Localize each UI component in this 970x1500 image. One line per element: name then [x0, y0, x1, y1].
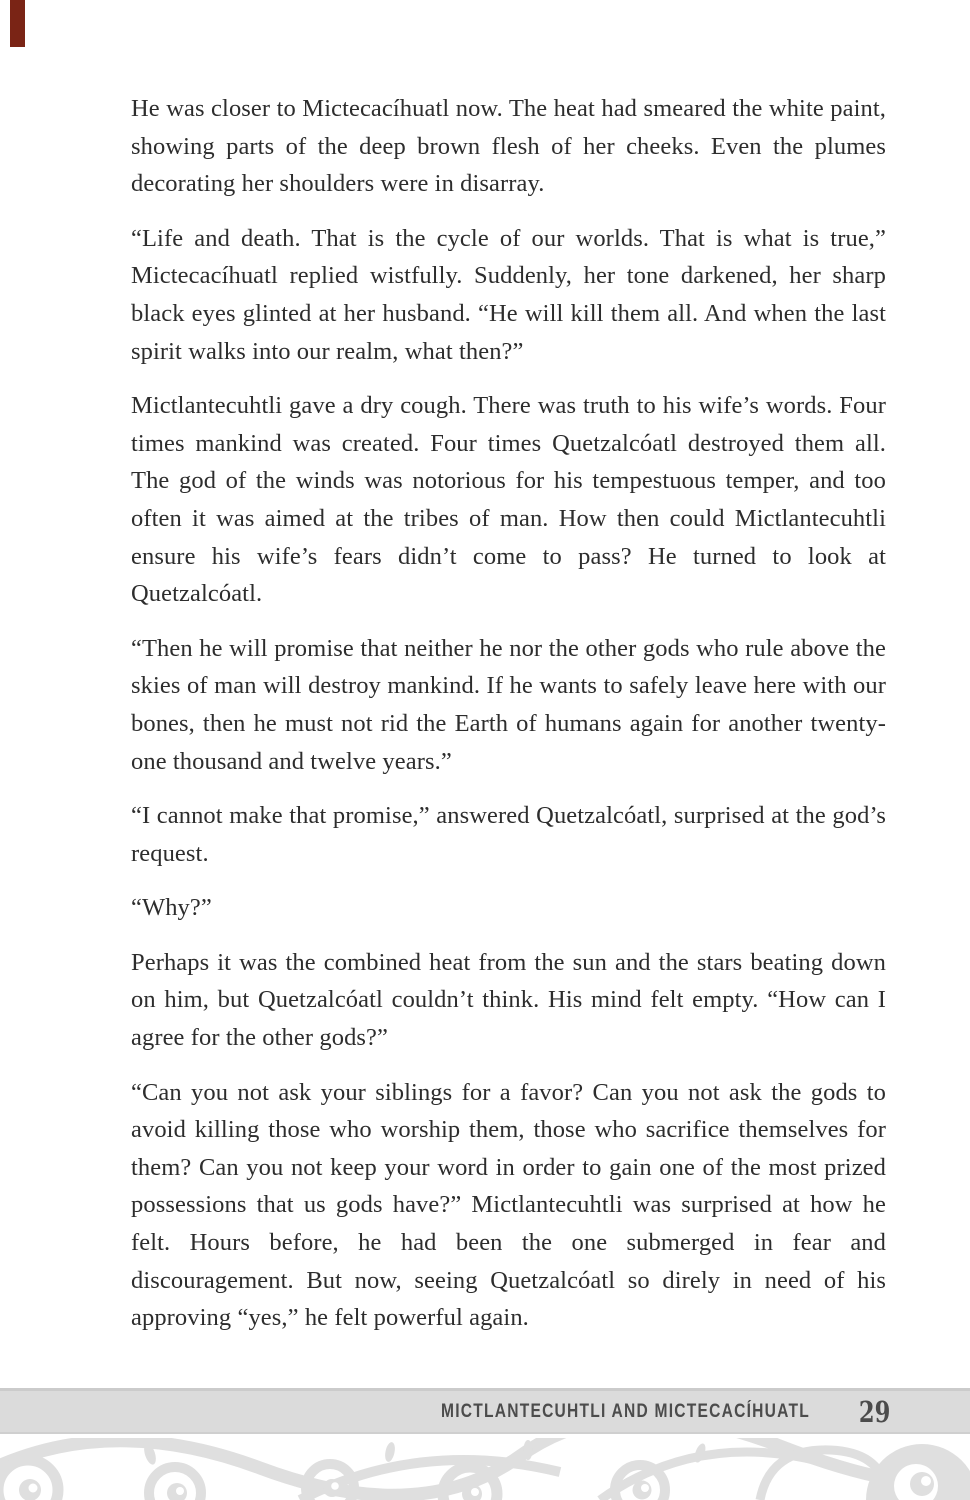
paragraph: “Life and death. That is the cycle of our worlds. That is what is true,” Mictecacíhuatl replied wistfully. Suddenly, her tone darkened, her sharp black eyes glinted at her husband. “He will kill them all. And when the last spirit walks into our realm, what then?”: [131, 224, 886, 365]
running-title: MICTLANTECUHTLI AND MICTECACÍHUATL: [440, 1400, 810, 1422]
paragraph: Mictlantecuhtli gave a dry cough. There was truth to his wife’s words. Four times mankind was created. Four times Quetzalcóatl destroyed them all. The god of the winds was notorious for his tempestuous temper, and too often it was aimed at the tribes of man. How then could Mictlantecuhtli ensure his wife’s fears didn’t come to pass? He turned to look at Quetzalcóatl.: [131, 392, 886, 608]
paragraph: “Then he will promise that neither he nor the other gods who rule above the skies of man will destroy mankind. If he wants to safely leave here with our bones, then he must not rid the Earth of humans again for another twenty-one thousand and twelve years.”: [131, 634, 886, 775]
story-text: [131, 90, 886, 1337]
paragraph: “I cannot make that promise,” answered Quetzalcóatl, surprised at the god’s request.: [131, 802, 886, 867]
ornament-border: [0, 1438, 970, 1500]
paragraph: “Why?”: [131, 894, 212, 922]
footer-band: [0, 1388, 970, 1434]
paragraph: Perhaps it was the combined heat from the sun and the stars beating down on him, but Quetzalcóatl couldn’t think. His mind felt empty. “How can I agree for the other gods?”: [131, 948, 886, 1052]
paragraph: “Can you not ask your siblings for a favor? Can you not ask the gods to avoid killing those who worship them, those who sacrifice themselves for them? Can you not keep your word in order to gain one of the most prized possessions that us gods have?” Mictlantecuhtli was surprised at how he felt. Hours before, he had been the one submerged in fear and discouragement. But now, seeing Quetzalcóatl so direly in need of his approving “yes,” he felt powerful again.: [131, 1078, 886, 1332]
paragraph: He was closer to Mictecacíhuatl now. The heat had smeared the white paint, showing parts of the deep brown flesh of her cheeks. Even the plumes decorating her shoulders were in disarray.: [131, 95, 886, 198]
koru-scroll-pattern-icon: [0, 1438, 970, 1500]
page-number: 29: [858, 1394, 890, 1429]
page-corner-mark: [10, 0, 25, 47]
